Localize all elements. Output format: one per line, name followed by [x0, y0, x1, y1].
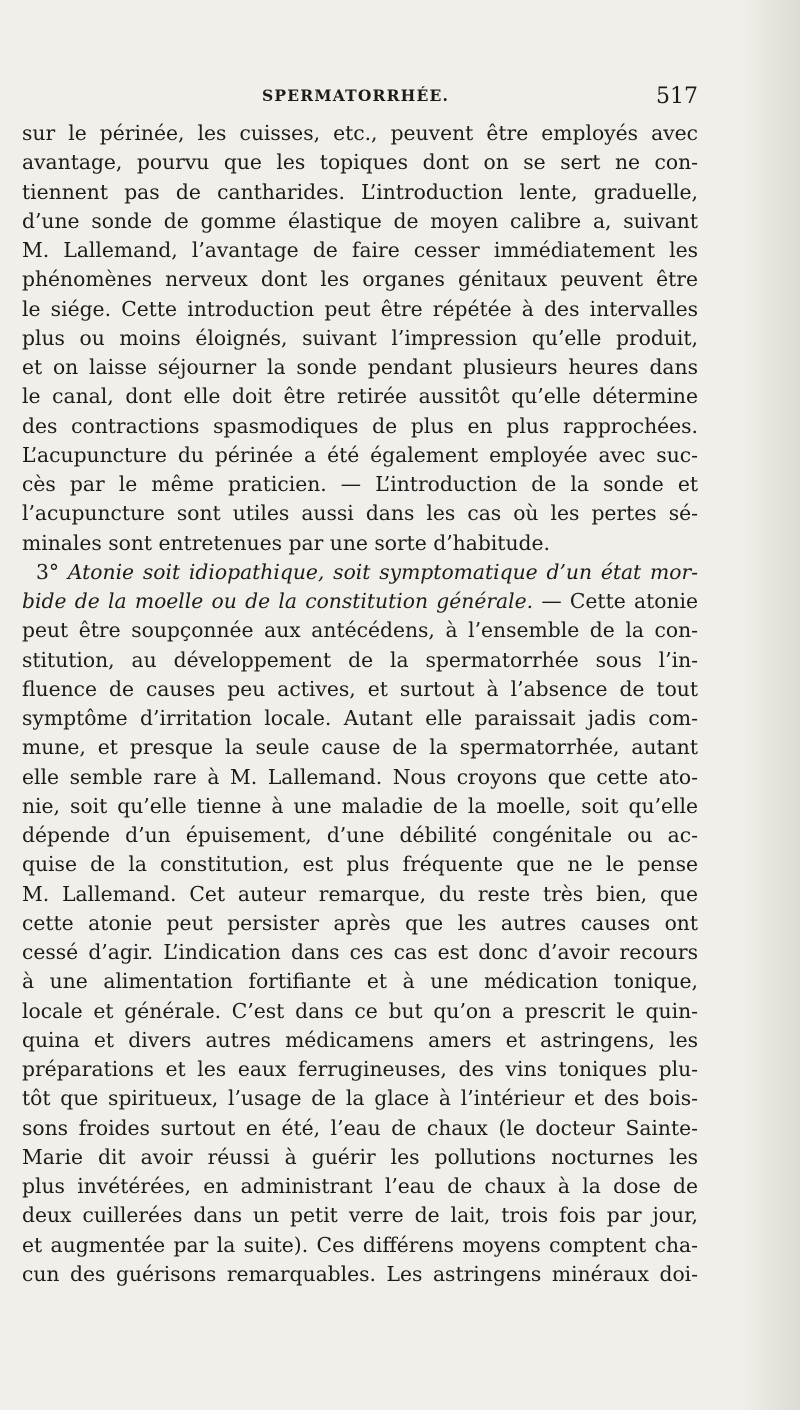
text-line: Marie dit avoir réussi à guérir les pollutions nocturnes les [22, 1144, 698, 1169]
text-line: sons froides surtout en été, l’eau de chaux (le docteur Sainte- [22, 1115, 698, 1140]
text-line: cessé d’agir. L’indication dans ces cas est donc d’avoir recours [22, 940, 698, 964]
page-edge-shadow [740, 0, 800, 1410]
text-line: elle semble rare à M. Lallemand. Nous croyons que cette ato- [22, 764, 698, 789]
text-line: l’acupuncture sont utiles aussi dans les cas où les pertes sé- [22, 501, 698, 526]
text-line: locale et générale. C’est dans ce but qu’on a prescrit le quin- [22, 998, 698, 1023]
text-line [22, 587, 698, 616]
text-line: et augmentée par la suite). Ces différens moyens comptent cha- [22, 1232, 698, 1257]
text-line: quise de la constitution, est plus fréquente que ne le pense [22, 852, 698, 877]
text-line: M. Lallemand. Cet auteur remarque, du reste très bien, que [22, 881, 698, 906]
text-line: cun des guérisons remarquables. Les astringens minéraux doi- [22, 1261, 698, 1286]
text-line: stitution, au développement de la spermatorrhée sous l’in- [22, 647, 698, 672]
text-line: des contractions spasmodiques de plus en plus rapprochées. [22, 413, 698, 438]
text-line: le siége. Cette introduction peut être répétée à des intervalles [22, 296, 698, 321]
text-line: minales sont entretenues par une sorte d’habitude. [22, 530, 550, 555]
section-heading-italic: Atonie soit idiopathique, soit symptomatique d’un état mor- [67, 559, 698, 584]
text-line: dépende d’un épuisement, d’une débilité congénitale ou ac- [22, 823, 698, 847]
text-line: L’acupuncture du périnée a été également employée avec suc- [22, 442, 698, 467]
text-line: à une alimentation fortifiante et à une médication tonique, [22, 969, 698, 994]
text-line: plus invétérées, en administrant l’eau de chaux à la dose de [22, 1174, 698, 1198]
text-line: phénomènes nerveux dont les organes génitaux peuvent être [22, 267, 698, 292]
text-line: tiennent pas de cantharides. L’introduction lente, graduelle, [22, 179, 698, 204]
text-line: quina et divers autres médicamens amers et astringens, les [22, 1027, 698, 1052]
section-number: 3° [36, 559, 68, 584]
text-line: préparations et les eaux ferrugineuses, des vins toniques plu- [22, 1057, 698, 1081]
text-line: deux cuillerées dans un petit verre de lait, trois fois par jour, [22, 1203, 698, 1228]
text-line: tôt que spiritueux, l’usage de la glace à l’intérieur et des bois- [22, 1086, 698, 1111]
text-line: peut être soupçonnée aux antécédens, à l’ensemble de la con- [22, 618, 698, 643]
running-header [262, 84, 698, 110]
text-line: sur le périnée, les cuisses, etc., peuvent être employés avec [22, 121, 698, 145]
text-line: le canal, dont elle doit être retirée aussitôt qu’elle détermine [22, 384, 698, 409]
text-line: cès par le même praticien. — L’introduction de la sonde et [22, 472, 698, 496]
text-line: plus ou moins éloignés, suivant l’impression qu’elle produit, [22, 325, 698, 350]
page-number: 517 [656, 84, 698, 109]
text-line: cette atonie peut persister après que les autres causes ont [22, 910, 698, 935]
text-line: nie, soit qu’elle tienne à une maladie de la moelle, soit qu’elle [22, 793, 698, 818]
text-line: et on laisse séjourner la sonde pendant plusieurs heures dans [22, 355, 698, 379]
text-line: avantage, pourvu que les topiques dont on se sert ne con- [22, 150, 698, 175]
text-line: mune, et presque la seule cause de la spermatorrhée, autant [22, 735, 698, 760]
text-line: M. Lallemand, l’avantage de faire cesser immédiatement les [22, 238, 698, 262]
body-text [22, 119, 698, 1289]
text-line: fluence de causes peu actives, et surtout à l’absence de tout [22, 676, 698, 701]
text-line: d’une sonde de gomme élastique de moyen calibre a, suivant [22, 208, 698, 233]
running-title: SPERMATORRHÉE. [262, 86, 450, 105]
section-heading-italic-cont: bide de la moelle ou de la constitution générale. [22, 589, 534, 613]
section-heading-line [22, 558, 698, 587]
text-segment: — Cette atonie [533, 589, 698, 613]
text-line: symptôme d’irritation locale. Autant elle paraissait jadis com- [22, 706, 698, 730]
